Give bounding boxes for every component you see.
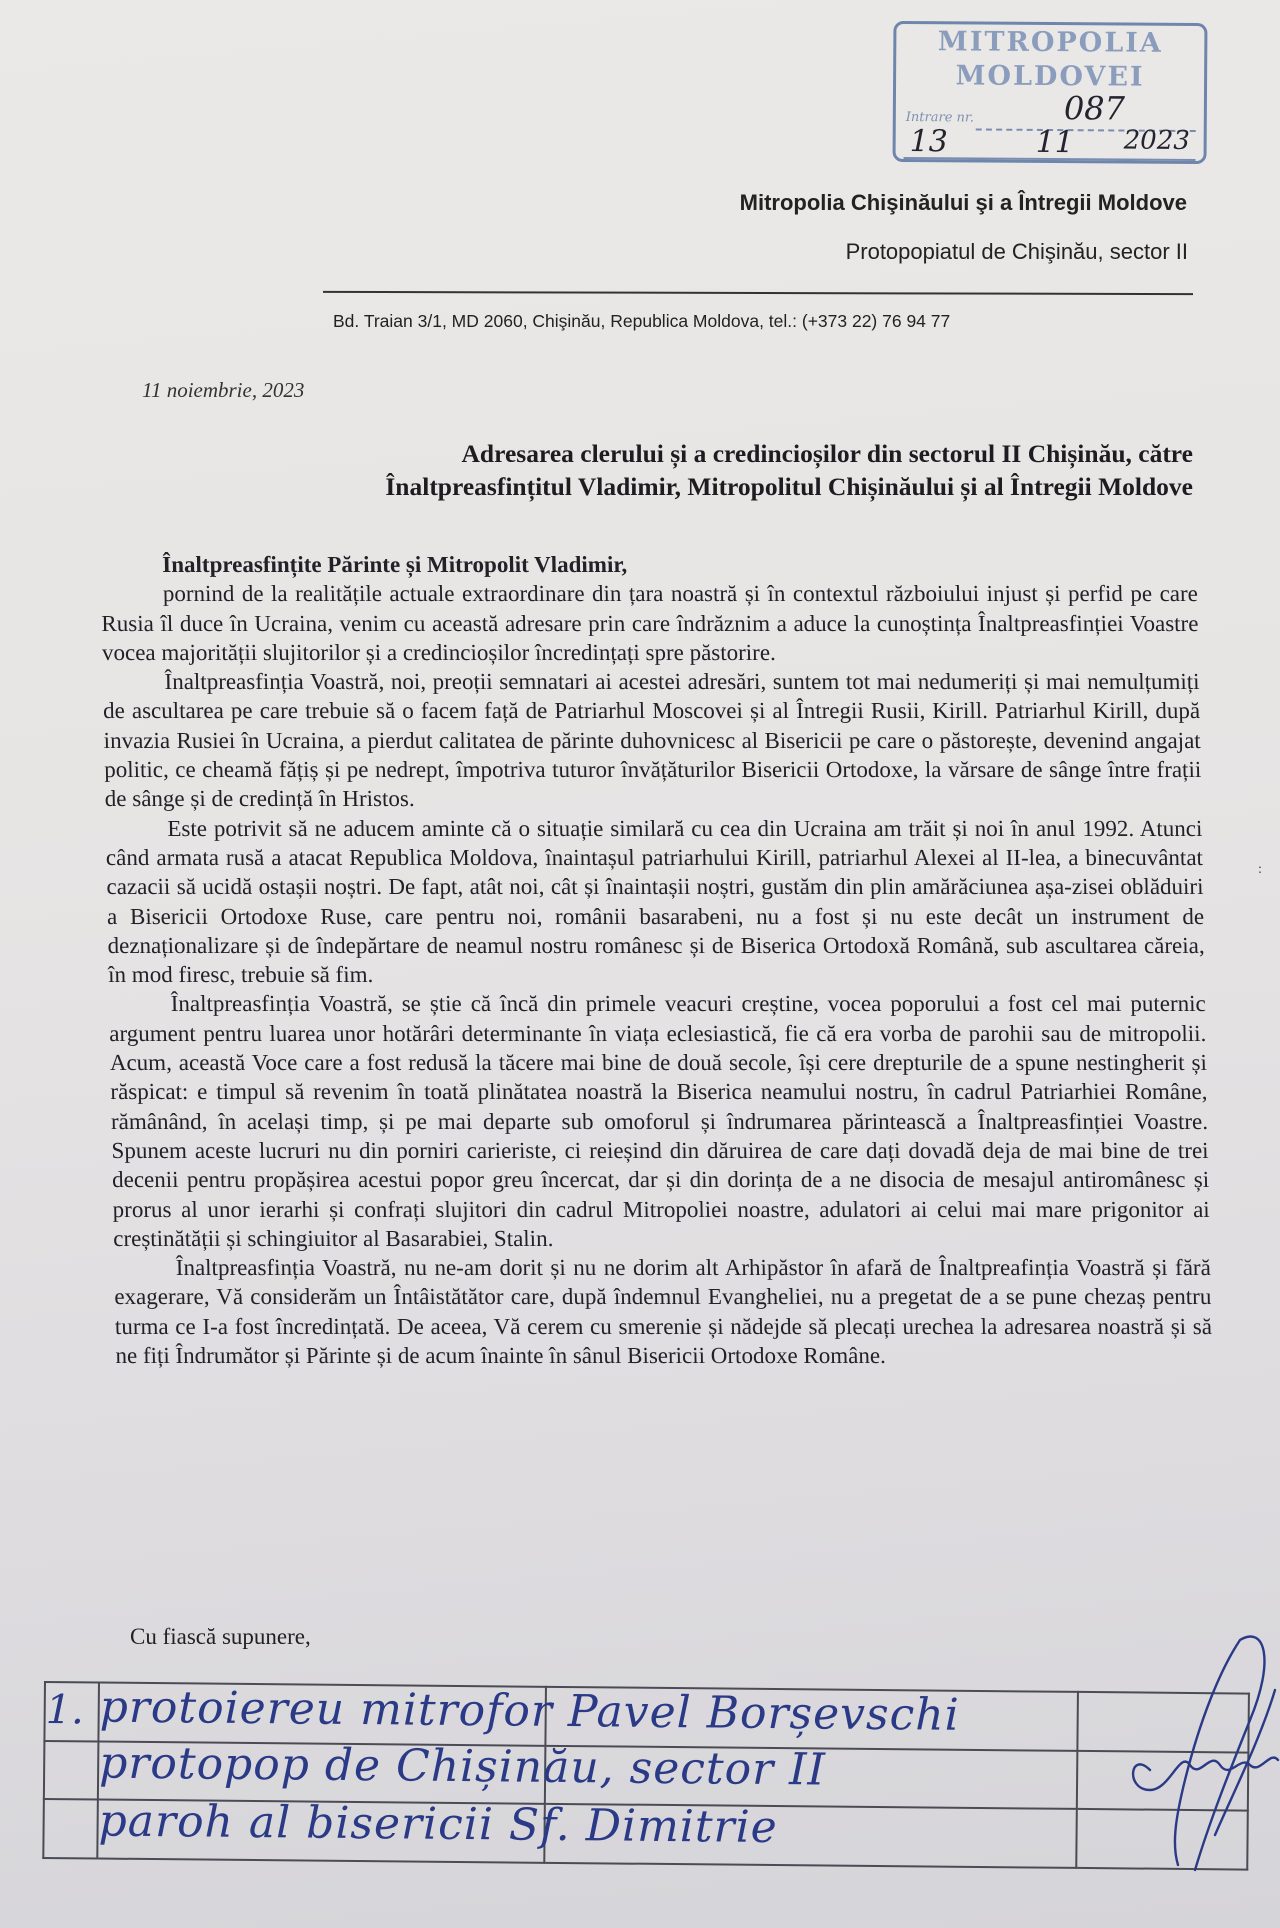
stamp-line-2: MOLDOVEI [955,60,1145,93]
margin-mark: : [1258,862,1262,877]
stamp-entry-label: Intrare nr. [905,109,974,126]
closing-phrase: Cu fiască supunere, [130,1624,311,1649]
registration-stamp [893,21,1208,164]
signatory-number: 1. [45,1687,85,1734]
title-line-1: Adresarea clerului și a credincioșilor din sectorul II Chișinău, către [461,439,1193,468]
header-suborganization: Protopopiatul de Chişinău, sector II [845,239,1188,264]
header-organization: Mitropolia Chişinăului şi a Întregii Moldove [739,190,1187,215]
stamp-date-year: 2023 [1123,125,1190,156]
letter-body [100,550,1213,1370]
stamp-entry-number: 087 [1063,89,1126,128]
document-title [160,437,1193,503]
signatory-line: protopop de Chișinău, sector II [98,1737,827,1796]
paragraph: Este potrivit să ne aducem aminte că o situație similară cu cea din Ucraina am trăit și noi în anul 1992. Atunci când armata rusă a atacat Republica Moldova, înaintașul patriarhului Kirill, patriarhul Alexei al II-lea, a binecuvântat cazacii să ucidă ostașii noștri. De fapt, atât noi, cât și înaintașii noștri, gustăm din plin amărăciunea așa-zisei oblăduiri a Bisericii Ortodoxe Ruse, care pentru noi, românii basarabeni, nu a fost și nu este decât un instrument de deznaționalizare și de îndepărtare de neamul nostru românesc și de Biserica Ortodoxă Română, sub ascultarea căreia, în mod firesc, trebuie să fim. [105,815,1205,988]
paragraph: pornind de la realitățile actuale extraordinare din țara noastră și în contextul războiului injust și perfid pe care Rusia îl duce în Ucraina, venim cu această adresare prin care îndrăznim a aduce la cunoștința Înaltpreasfinției Voastre vocea majorității slujitorilor și a credincioșilor încredințați spre păstorire. [101,581,1199,665]
title-line-2: Înaltpreasfințitul Vladimir, Mitropolitul Chișinăului și al Întregii Moldove [385,472,1193,501]
handwritten-signature [1090,1630,1280,1880]
paragraph: Înaltpreasfinția Voastră, se știe că încă din primele veacuri creștine, vocea poporului a fost cel mai puternic argument pentru luarea unor hotărâri determinante în viața eclesiastică, fie că era vorba de parohii sau de mitropolii. Acum, această Voce care a fost redusă la tăcere mai bine de două secole, își cere drepturile de a spune nestingherit și răspicat: e timpul să revenim în toată plinătatea noastră la Biserica neamului nostru, în cadrul Patriarhiei Române, rămânând, în același timp, și pe mai departe sub omoforul și îndrumarea părintească a Înaltpreasfinției Voastre. Spunem aceste lucruri nu din porniri carieriste, ci reieșind din dăruirea de care dați dovadă deja de mai bine de trei decenii pentru propășirea acestui popor greu încercat, dar și din dorința de a ne disocia de mesajul antiromânesc și prorus al unor ierarhi și confrați slujitori din cadrul Mitropoliei noastre, adulatori ai celui mai mare prigonitor ai creștinătății și schingiuitor al Basarabiei, Stalin. [109,991,1210,1251]
paragraph: Înaltpreasfinția Voastră, noi, preoții semnatari ai acestei adresări, suntem tot mai nedumeriți și mai nemulțumiți de ascultarea pe care trebuie să o facem față de Patriarhul Moscovei și al Întregii Rusii, Kirill. Patriarhul Kirill, după invazia Rusiei în Ucraina, a pierdut calitatea de părinte duhovnicesc al Bisericii pe care o păstorește, devenind angajat politic, ce cheamă fățiș și pe nedrept, împotriva tuturor învățăturilor Bisericii Ortodoxe, la vărsare de sânge între frații de sânge și de credință în Hristos. [102,669,1202,812]
salutation: Înaltpreasfințite Părinte și Mitropolit Vladimir, [162,552,628,577]
stamp-date-day: 13 [909,124,948,160]
signatory-line: paroh al bisericii Sf. Dimitrie [98,1795,778,1854]
signatories-table [42,1681,1250,1871]
paragraph: Înaltpreasfinția Voastră, nu ne-am dorit și nu ne dorim alt Arhipăstor în afară de Înaltpreafinția Voastră și fără exagerare, Vă considerăm un Întâistătător care, după îndemnul Evangheliei, nu a pregetat de a se pune chezaș pentru turma ce I-a fost încredințată. De aceea, Vă cerem cu smerenie și nădejde să plecați urechea la adresarea noastră și să ne fiți Îndrumător și Părinte și de acum înainte în sânul Bisericii Ortodoxe Române. [114,1255,1213,1369]
header-divider [323,291,1193,295]
header-address: Bd. Traian 3/1, MD 2060, Chişinău, Republica Moldova, tel.: (+373 22) 76 94 77 [333,311,951,331]
document-date: 11 noiembrie, 2023 [142,378,305,402]
signatory-line: protoiereu mitrofor Pavel Borșevschi [99,1681,960,1741]
stamp-line-1: MITROPOLIA [937,26,1163,59]
stamp-date-month: 11 [1035,124,1074,161]
